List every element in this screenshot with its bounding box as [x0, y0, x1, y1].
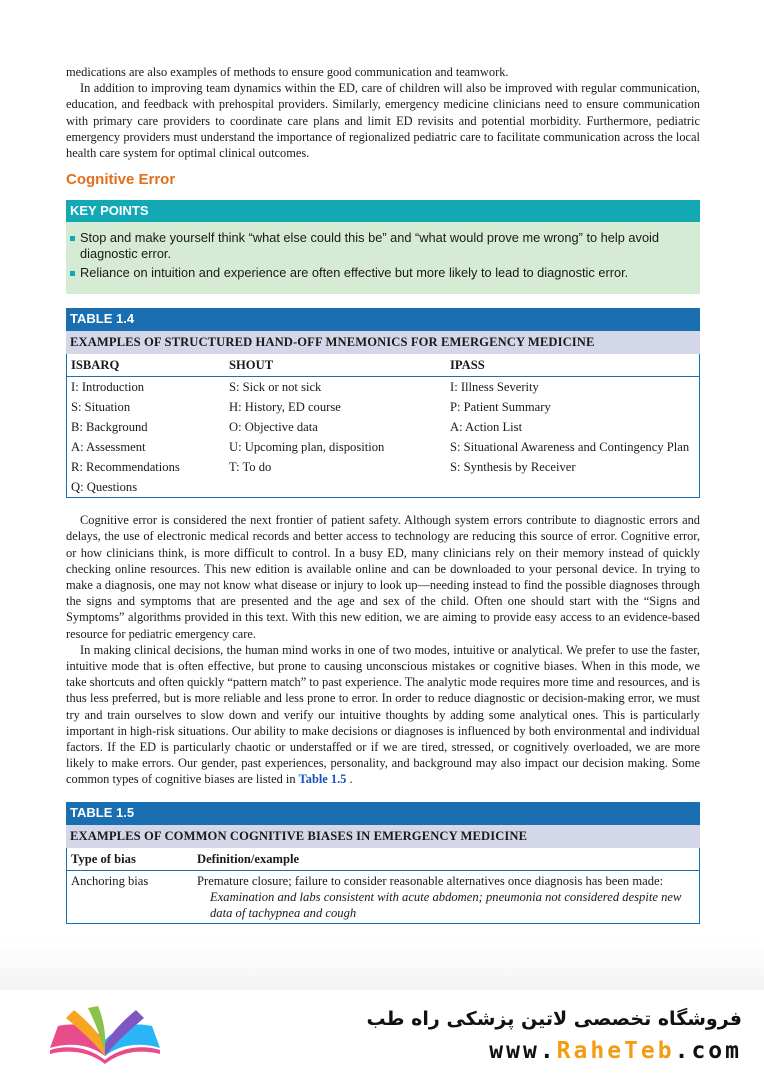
- key-point-item: [70, 230, 692, 262]
- table-row: [67, 477, 699, 497]
- table-reference-link[interactable]: Table 1.5: [298, 772, 347, 787]
- paragraph-suffix: .: [346, 772, 353, 787]
- column-header: Type of bias: [67, 848, 193, 871]
- bias-example: Examination and labs consistent with acute abdomen; pneumonia not considered despite new data of tachypnea and cough: [210, 889, 682, 920]
- body-paragraph: In addition to improving team dynamics within the ED, care of children will also be improved with regular communication, education, and feedback with prehospital providers. Similarly, emergency medicine clinicians need to ensure communication with primary care providers to coordinate care plans and limit ED revisits and potential morbidity. Furthermore, pediatric emergency providers must understand the importance of regionalized pediatric care to facilitate communication across the local health care system for optimal clinical outcomes.: [66, 81, 700, 161]
- table-cell: P: Patient Summary: [450, 400, 551, 415]
- table-cell: S: Synthesis by Receiver: [450, 460, 576, 475]
- column-header: ISBARQ: [67, 354, 225, 377]
- open-book-logo-icon: [40, 1004, 170, 1064]
- key-point-text: Reliance on intuition and experience are often effective but more likely to lead to diagnostic error.: [80, 265, 629, 281]
- table-1-4: [66, 308, 700, 498]
- body-paragraph: Cognitive error is considered the next frontier of patient safety. Although system errors contribute to diagnostic errors and delays, the use of electronic medical records and better access to technology are reducing this source of error. Cognitive error, or how clinicians think, is more difficult to control. In a busy ED, many clinicians rely on their memory instead of quickly checking online resources. This new edition is available online and can be downloaded to your personal device. In trying to make a diagnosis, one may not know what disease or injury to look up—needing instead to find the possible diagnoses through the signs and symptoms that are presented and the age and sex of the child. Often one should start with the “Signs and Symptoms” algorithms provided in this text. With this new edition, we are aiming to provide easy access to an evidence-based resource for pediatric emergency care.: [66, 513, 700, 641]
- shop-name: فروشگاه تخصصی لاتین پزشکی راه طب: [366, 1008, 742, 1030]
- table-label: TABLE 1.5: [66, 802, 700, 825]
- table-cell: [225, 477, 446, 497]
- table-cell: Q: Questions: [71, 480, 138, 495]
- key-points-box: [66, 200, 700, 294]
- bias-definition: Premature closure; failure to consider reasonable alternatives once diagnosis has been made:: [197, 873, 664, 888]
- table-cell: I: Illness Severity: [450, 380, 539, 395]
- key-point-item: [70, 265, 692, 281]
- table-row: [67, 397, 699, 417]
- table-cell: I: Introduction: [71, 380, 145, 395]
- table-body: [66, 848, 700, 924]
- table-cell: [193, 870, 699, 923]
- section-title: Cognitive Error: [66, 171, 176, 189]
- watermark-footer: [0, 990, 764, 1080]
- table-header-row: [67, 848, 699, 871]
- shop-url[interactable]: [489, 1038, 742, 1064]
- table-cell: S: Situation: [71, 400, 131, 415]
- table-1-5: [66, 802, 700, 924]
- table-row: [67, 377, 699, 398]
- table-body: [66, 354, 700, 498]
- url-highlight: RaheTeb: [556, 1038, 675, 1064]
- table-cell: [446, 477, 699, 497]
- table-row: [67, 457, 699, 477]
- table-row: [67, 437, 699, 457]
- column-header: Definition/example: [193, 848, 699, 871]
- key-points-header: KEY POINTS: [66, 200, 700, 222]
- column-header: IPASS: [446, 354, 699, 377]
- body-paragraph: medications are also examples of methods to ensure good communication and teamwork.: [66, 65, 509, 79]
- square-bullet-icon: [70, 236, 75, 241]
- table-header-row: [67, 354, 699, 377]
- page-content: [66, 64, 700, 938]
- table-row: [67, 870, 699, 923]
- table-cell: O: Objective data: [229, 420, 318, 435]
- url-suffix: .com: [674, 1038, 742, 1064]
- url-prefix: www.: [489, 1038, 557, 1064]
- table-cell: S: Sick or not sick: [229, 380, 322, 395]
- table-cell: U: Upcoming plan, disposition: [229, 440, 385, 455]
- column-header: SHOUT: [225, 354, 446, 377]
- paragraph-text: In making clinical decisions, the human mind works in one of two modes, intuitive or analytical. We prefer to use the faster, intuitive mode that is often effective, but prone to causing unconscious mistakes or cognitive biases. When in this mode, we take shortcuts and often quickly “pattern match” to past experience. The analytic mode requires more time and resources, and is thus less preferred, but is more reliable and less prone to error. In order to reduce diagnostic or decision-making error, we must try and train ourselves to slow down and verify our intuitive thoughts by adding some analytical ones. This is particularly important in high-risk situations. Our ability to make decisions or diagnoses is influenced by both environmental and individual factors. If the ED is particularly chaotic or understaffed or if we are tired, stressed, or cognitively overloaded, we are more likely to make errors. Our gender, past experiences, personality, and background may also impact our decision making. Some common types of cognitive biases are listed in: [66, 642, 700, 787]
- table-cell: [446, 437, 699, 457]
- table-cell: B: Background: [71, 420, 148, 435]
- square-bullet-icon: [70, 271, 75, 276]
- table-cell: Anchoring bias: [71, 873, 149, 888]
- key-point-text: Stop and make yourself think “what else could this be” and “what would prove me wrong” to help avoid diagnostic error.: [80, 230, 660, 262]
- table-cell: R: Recommendations: [71, 460, 180, 475]
- table-cell-text: S: Situational Awareness and Contingency Plan: [450, 440, 690, 455]
- table-title: EXAMPLES OF COMMON COGNITIVE BIASES IN EMERGENCY MEDICINE: [66, 825, 700, 848]
- table-cell: A: Assessment: [71, 440, 146, 455]
- table-cell-text: [197, 873, 695, 921]
- table-cell: A: Action List: [450, 420, 523, 435]
- table-title: EXAMPLES OF STRUCTURED HAND-OFF MNEMONICS FOR EMERGENCY MEDICINE: [66, 331, 700, 354]
- table-row: [67, 417, 699, 437]
- table-cell: H: History, ED course: [229, 400, 341, 415]
- table-cell: T: To do: [229, 460, 272, 475]
- body-paragraph: [66, 642, 700, 788]
- key-points-list: [66, 222, 700, 294]
- table-label: TABLE 1.4: [66, 308, 700, 331]
